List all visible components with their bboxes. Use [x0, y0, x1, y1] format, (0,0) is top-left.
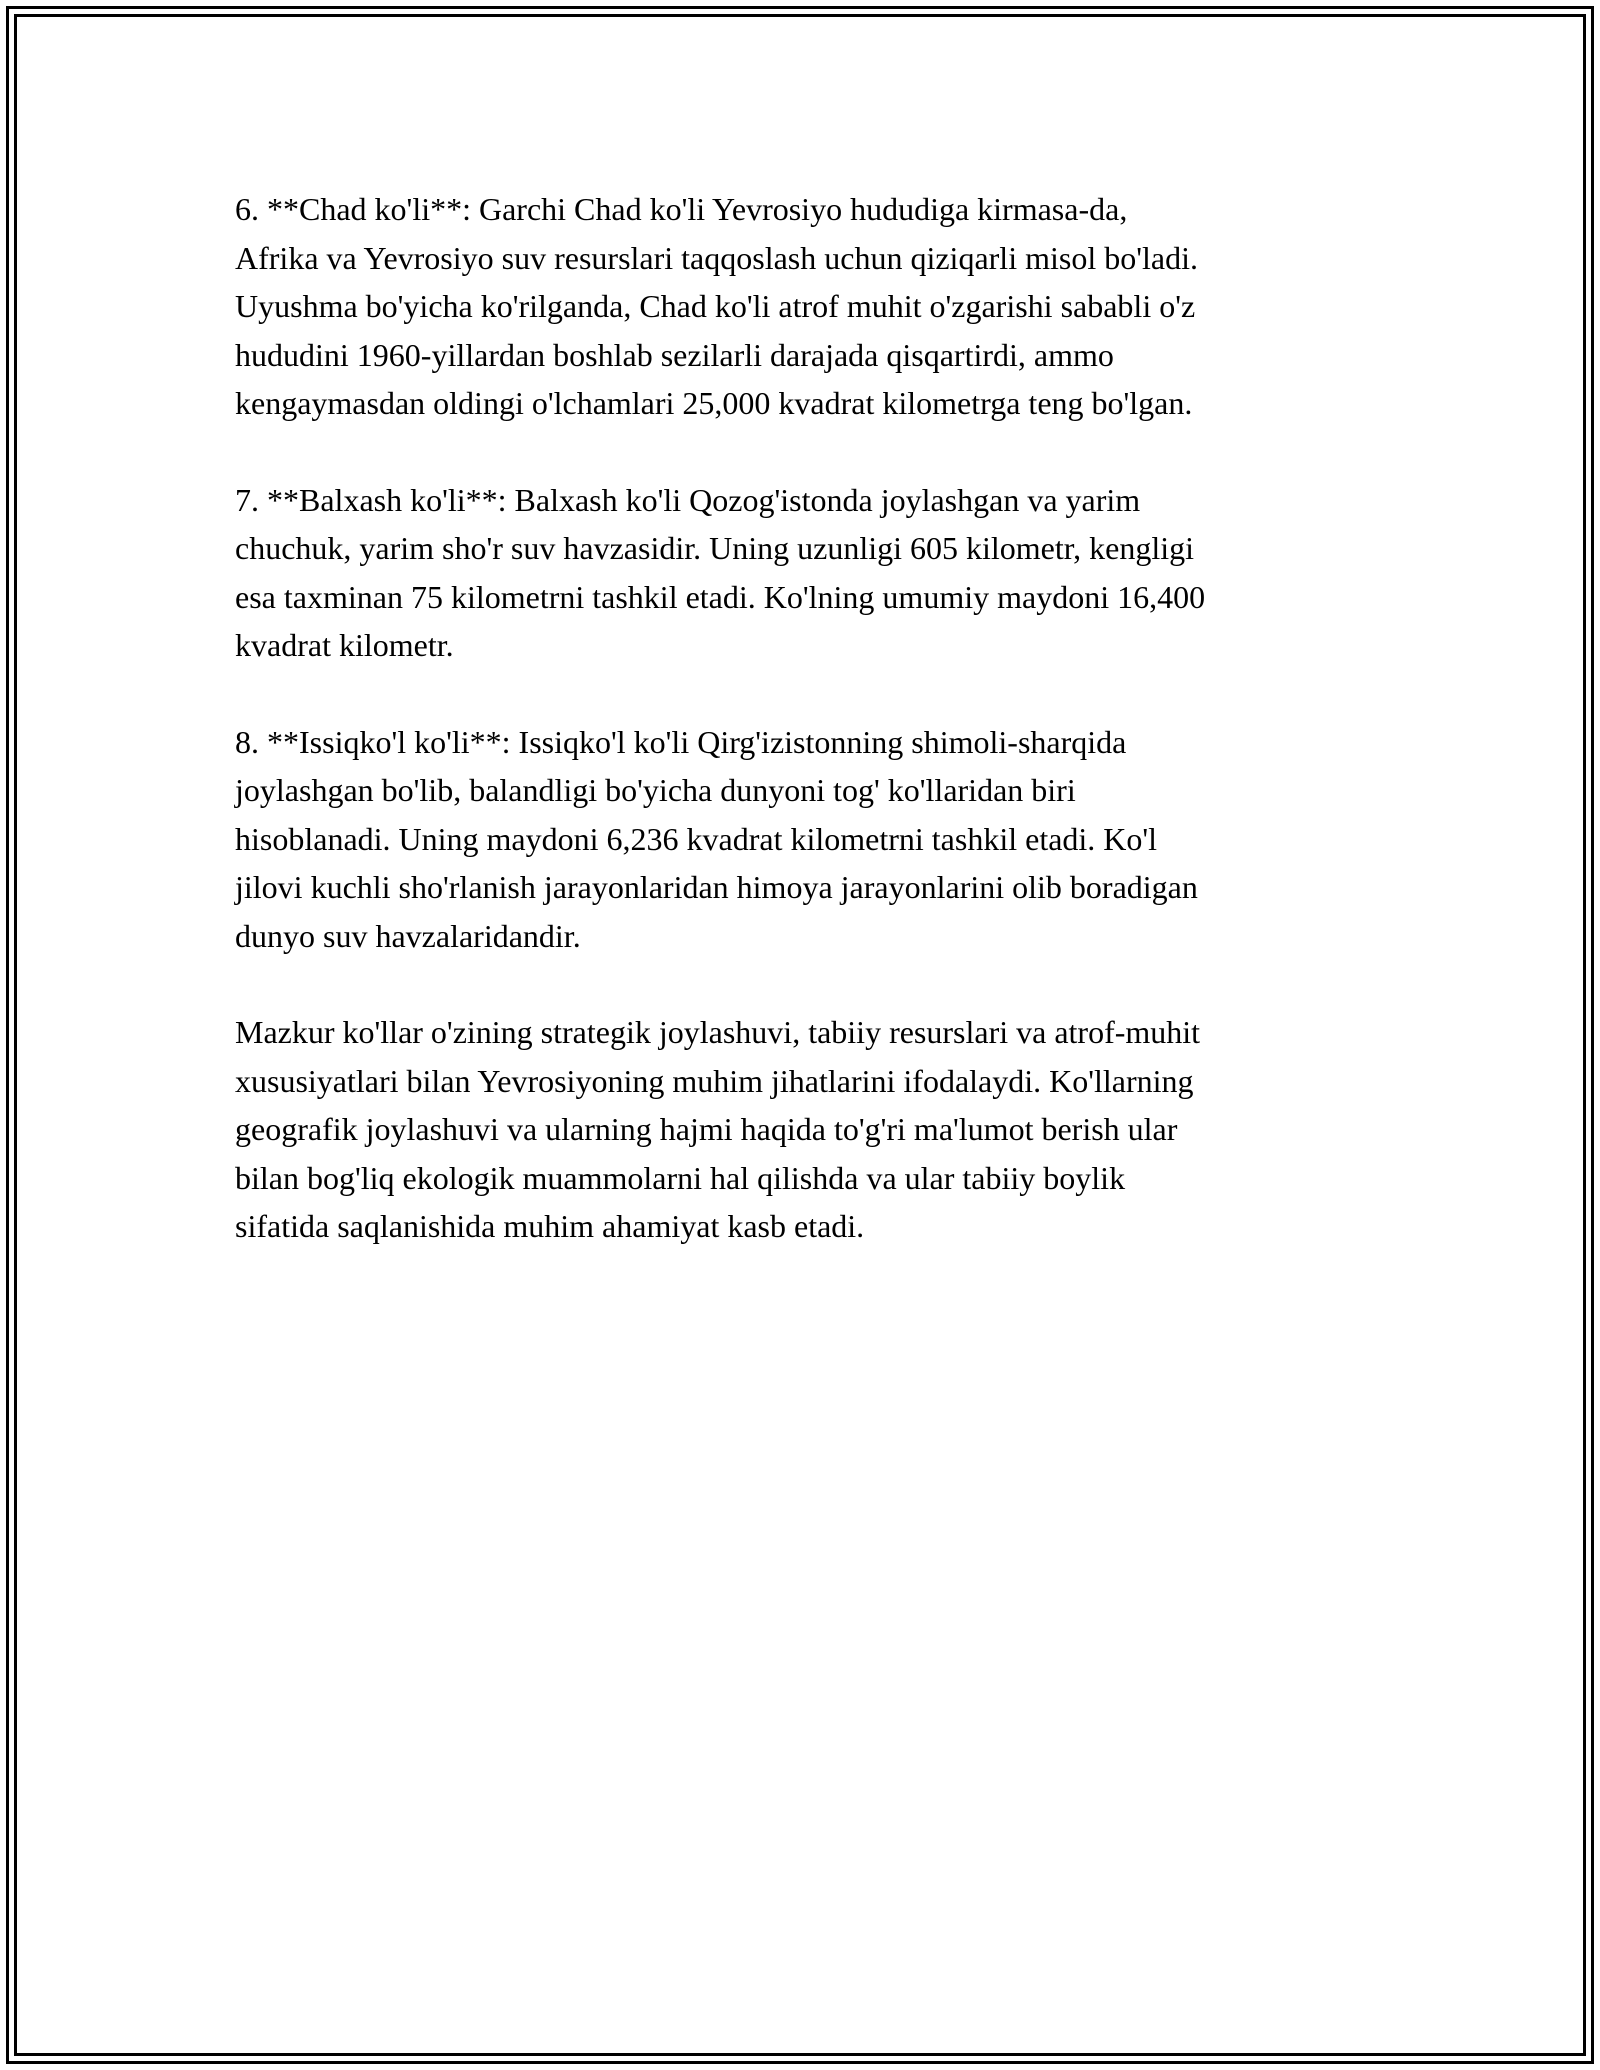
- paragraph-conclusion: Mazkur ko'llar o'zining strategik joylashuvi, tabiiy resurslari va atrof-muhit xususiyatlari bilan Yevrosiyoning muhim jihatlarini ifodalaydi. Ko'llarning geografik joylashuvi va ularning hajmi haqida to'g'ri ma'lumot berish ular bilan bog'liq ekologik muammolarni hal qilishda va ular tabiiy boylik sifatida saqlanishida muhim ahamiyat kasb etadi.: [235, 1014, 1201, 1244]
- paragraph-balkhash-lake: 7. **Balxash ko'li**: Balxash ko'li Qozog'istonda joylashgan va yarim chuchuk, yarim sho'r suv havzasidir. Uning uzunligi 605 kilometr, kengligi esa taxminan 75 kilometrni tashkil etadi. Ko'lning umumiy maydoni 16,400 kvadrat kilometr.: [235, 481, 1206, 663]
- paragraph-chad-lake: 6. **Chad ko'li**: Garchi Chad ko'li Yevrosiyo hududiga kirmasa-da, Afrika va Yevrosiyo suv resurslari taqqoslash uchun qiziqarli misol bo'ladi. Uyushma bo'yicha ko'rilganda, Chad ko'li atrof muhit o'zgarishi sababli o'z hududini 1960-yillardan boshlab sezilarli darajada qisqartirdi, ammo kengaymasdan oldingi o'lchamlari 25,000 kvadrat kilometrga teng bo'lgan.: [235, 191, 1198, 421]
- document-body: [235, 185, 1365, 1299]
- paragraph-issyk-kul-lake: 8. **Issiqko'l ko'li**: Issiqko'l ko'li Qirg'izistonning shimoli-sharqida joylashgan bo'lib, balandligi bo'yicha dunyoni tog' ko'llaridan biri hisoblanadi. Uning maydoni 6,236 kvadrat kilometrni tashkil etadi. Ko'l jilovi kuchli sho'rlanish jarayonlaridan himoya jarayonlarini olib boradigan dunyo suv havzalaridandir.: [235, 723, 1198, 954]
